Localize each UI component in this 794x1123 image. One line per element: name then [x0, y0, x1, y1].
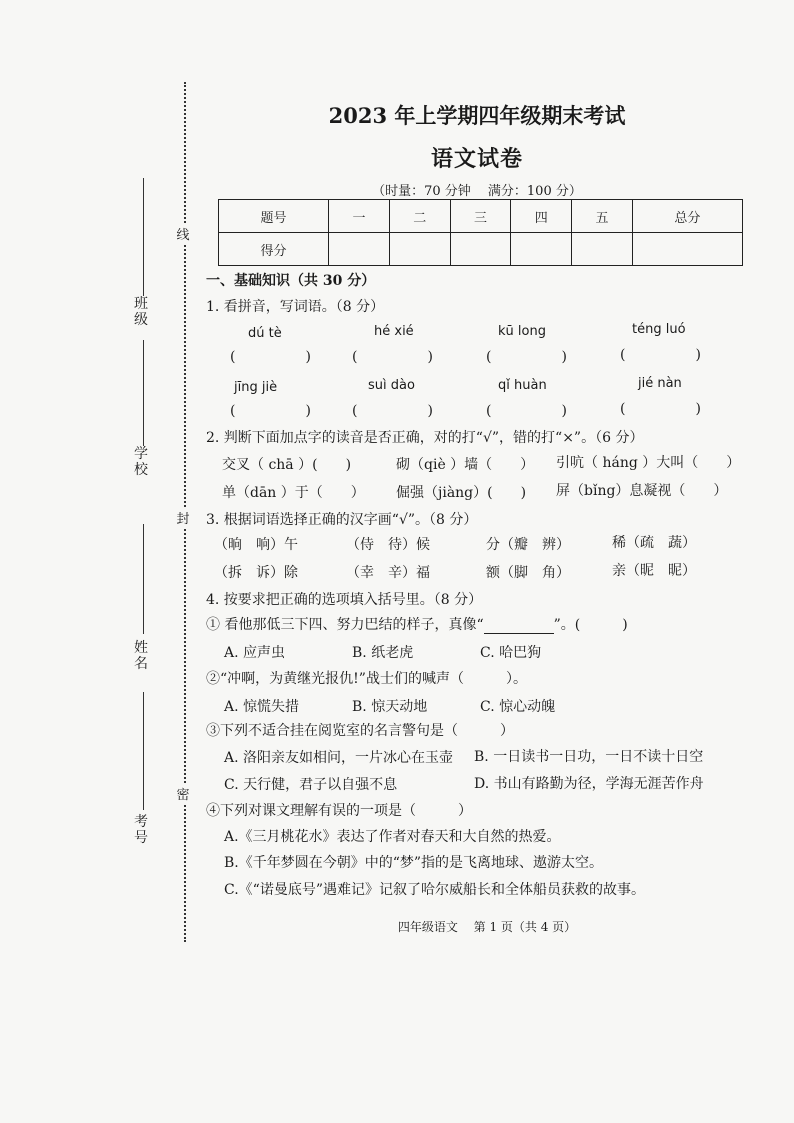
q4-option: C. 哈巴狗 — [480, 645, 542, 661]
q2-item: 单（dān ）于（ ） — [222, 485, 365, 501]
q4-option: A. 洛阳亲友如相问，一片冰心在玉壶 — [224, 750, 454, 766]
q4-sub3: ③下列不适合挂在阅览室的名言警句是（ ） — [206, 723, 514, 739]
q3-prompt: 3. 根据词语选择正确的汉字画“√”。（8 分） — [206, 512, 478, 528]
score-cell[interactable] — [511, 233, 572, 266]
q1-pinyin: suì dào — [368, 378, 415, 393]
q1-prompt: 1. 看拼音，写词语。（8 分） — [206, 299, 385, 315]
q3-item: （拆 诉）除 — [214, 565, 298, 581]
exam-title: 2023 年上学期四年级期末考试 — [328, 103, 626, 128]
score-header-cell: 题号 — [219, 200, 329, 233]
answer-paren[interactable]: ( ) — [230, 403, 311, 419]
score-table-header-row — [219, 200, 743, 233]
q2-item: 引吭（ háng ）大叫（ ） — [556, 455, 741, 471]
q1-pinyin: téng luó — [632, 322, 686, 337]
q1-pinyin: jīng jiè — [234, 380, 278, 395]
q2-item: 倔强（jiàng）( ) — [396, 485, 527, 501]
binding-word-seal: 封 — [174, 508, 192, 527]
score-cell[interactable] — [572, 233, 633, 266]
q3-item: （侍 待）候 — [346, 537, 430, 553]
exam-meta: （时量：70 分钟 满分：100 分） — [372, 184, 582, 199]
q4-option: D. 书山有路勤为径，学海无涯苦作舟 — [474, 776, 704, 792]
q4-option: B. 纸老虎 — [352, 645, 414, 661]
answer-paren[interactable]: ( ) — [230, 349, 311, 365]
score-table-score-row — [219, 233, 743, 266]
q3-item: 稀（疏 蔬） — [612, 535, 696, 551]
answer-paren[interactable]: ( ) — [620, 401, 701, 417]
q2-prompt: 2. 判断下面加点字的读音是否正确，对的打“√”，错的打“×”。（6 分） — [206, 430, 644, 446]
score-header-cell: 一 — [329, 200, 390, 233]
q1-pinyin: dú tè — [248, 326, 282, 341]
score-header-cell: 五 — [572, 200, 633, 233]
score-header-cell: 四 — [511, 200, 572, 233]
score-header-cell: 三 — [450, 200, 511, 233]
q4-prompt: 4. 按要求把正确的选项填入括号里。（8 分） — [206, 592, 483, 608]
q3-item: 分（瓣 辨） — [486, 537, 570, 553]
q4-sub1-end: ”。( ) — [553, 617, 628, 633]
q4-option: C. 惊心动魄 — [480, 699, 556, 715]
q3-item: （晌 响）午 — [214, 537, 298, 553]
name-write-line[interactable] — [143, 524, 144, 634]
binding-word-secret: 密 — [174, 784, 192, 803]
q4-option: A.《三月桃花水》表达了作者对春天和大自然的热爱。 — [224, 829, 561, 845]
score-header-cell: 总分 — [632, 200, 742, 233]
answer-paren[interactable]: ( ) — [352, 403, 433, 419]
q4-sub1 — [206, 614, 628, 634]
q2-item: 交叉（ chā ）( ) — [222, 457, 352, 473]
q4-sub1-text: ① 看他那低三下四、努力巴结的样子，真像“ — [206, 617, 484, 633]
name-label: 姓名 — [134, 640, 148, 672]
q4-option: C. 天行健，君子以自强不息 — [224, 777, 398, 793]
answer-paren[interactable]: ( ) — [486, 349, 567, 365]
q4-option: B. 一日读书一日功，一日不读十日空 — [474, 749, 704, 765]
q1-pinyin: kū long — [498, 324, 546, 339]
q2-item: 砌（qiè ）墙（ ） — [396, 457, 535, 473]
score-table — [218, 199, 743, 266]
answer-paren[interactable]: ( ) — [352, 349, 433, 365]
q1-pinyin: jié nàn — [638, 376, 682, 391]
q4-option: A. 应声虫 — [224, 645, 286, 661]
exam-subtitle: 语文试卷 — [430, 146, 523, 172]
q4-sub2: ②“冲啊，为黄继光报仇!”战士们的喊声（ ）。 — [206, 671, 527, 687]
q4-option: A. 惊慌失措 — [224, 699, 300, 715]
page-footer: 四年级语文 第 1 页（共 4 页） — [397, 920, 577, 934]
score-header-cell: 二 — [389, 200, 450, 233]
q4-sub4: ④下列对课文理解有误的一项是（ ） — [206, 803, 472, 819]
q3-item: （幸 辛）福 — [346, 565, 430, 581]
q3-item: 亲（昵 昵） — [612, 563, 696, 579]
class-label: 班级 — [134, 296, 148, 328]
q3-item: 额（脚 角） — [486, 565, 570, 581]
answer-paren[interactable]: ( ) — [486, 403, 567, 419]
q4-option: B. 惊天动地 — [352, 699, 428, 715]
binding-word-line: 线 — [174, 224, 192, 243]
score-cell[interactable] — [632, 233, 742, 266]
score-row-label: 得分 — [219, 233, 329, 266]
q2-item: 屏（bǐng）息凝视（ ） — [556, 483, 728, 499]
answer-paren[interactable]: ( ) — [620, 347, 701, 363]
section-title: 一、基础知识（共 30 分） — [206, 273, 376, 289]
school-write-line[interactable] — [143, 340, 144, 446]
exam-no-write-line[interactable] — [143, 692, 144, 810]
q1-pinyin: qǐ huàn — [498, 378, 547, 393]
score-cell[interactable] — [389, 233, 450, 266]
q4-option: C.《“诺曼底号”遇难记》记叙了哈尔威船长和全体船员获救的故事。 — [224, 882, 645, 898]
score-cell[interactable] — [450, 233, 511, 266]
q4-option: B.《千年梦圆在今朝》中的“梦”指的是飞离地球、遨游太空。 — [224, 855, 604, 871]
score-cell[interactable] — [329, 233, 390, 266]
q4-sub1-blank[interactable] — [484, 619, 554, 634]
q1-pinyin: hé xié — [374, 324, 414, 339]
school-label: 学校 — [134, 446, 148, 478]
exam-no-label: 考号 — [134, 814, 148, 846]
